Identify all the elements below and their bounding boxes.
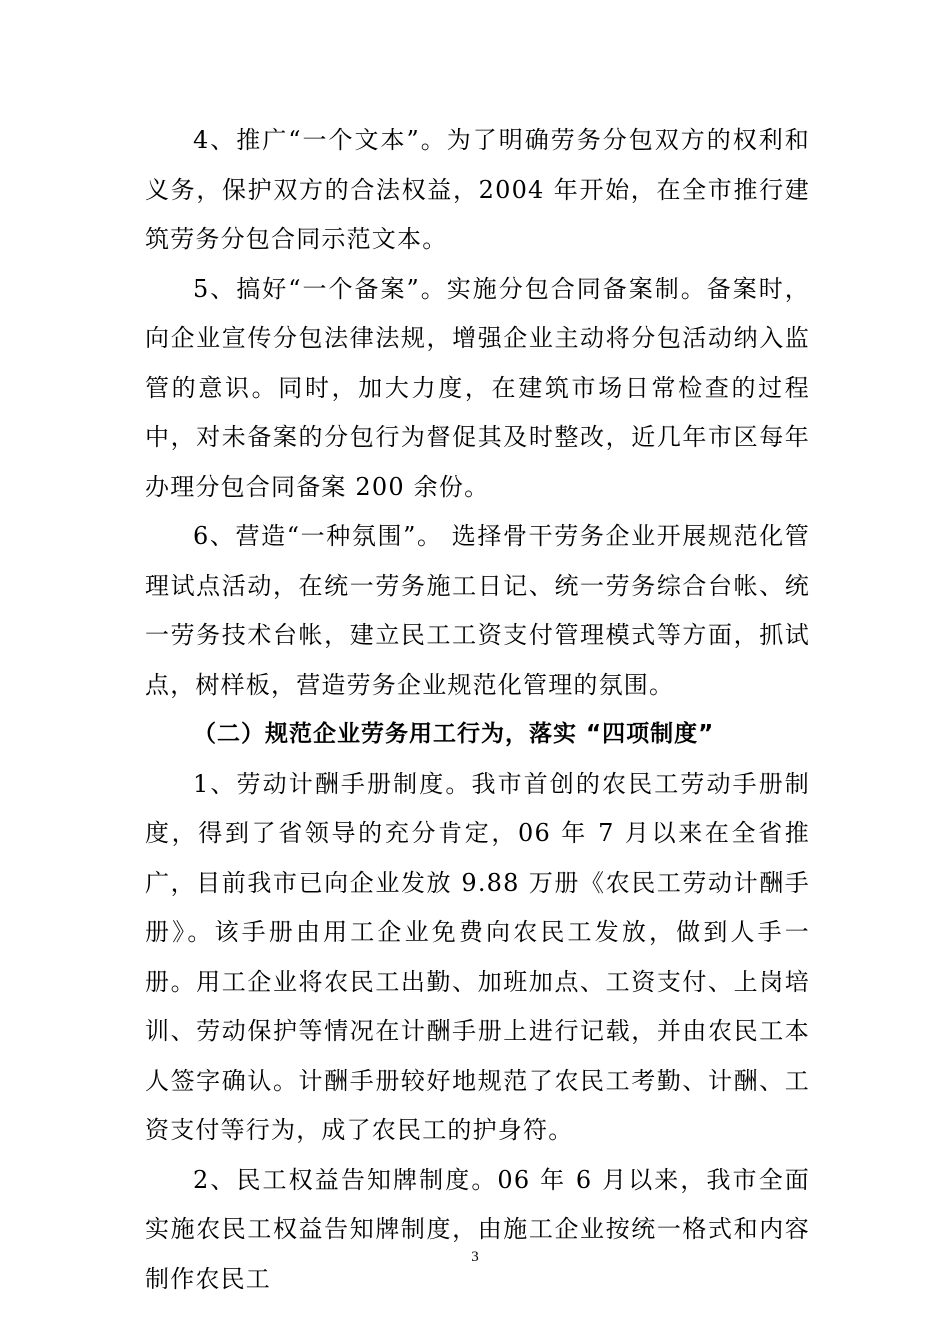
paragraph-rights-notice-board: 2、民工权益告知牌制度。06 年 6 月以来，我市全面实施农民工权益告知牌制度，由施工企业按统一格式和内容制作农民工 — [145, 1165, 810, 1293]
document-body — [145, 116, 810, 1304]
paragraph-promote-contract-template: 4、推广“一个文本”。为了明确劳务分包双方的权利和义务，保护双方的合法权益，2004 年开始，在全市推行建筑劳务分包合同示范文本。 — [145, 126, 810, 253]
paragraph-contract-filing: 5、搞好“一个备案”。实施分包合同备案制。备案时，向企业宣传分包法律法规，增强企业主动将分包活动纳入监管的意识。同时，加大力度，在建筑市场日常检查的过程中，对未备案的分包行为督促其及时整改，近几年市区每年办理分包合同备案 200 余份。 — [145, 274, 810, 501]
paragraph-management-atmosphere: 6、营造“一种氛围”。 选择骨干劳务企业开展规范化管理试点活动，在统一劳务施工日记、统一劳务综合台帐、统一劳务技术台帐，建立民工工资支付管理模式等方面，抓试点，树样板，营造劳务企业规范化管理的氛围。 — [145, 522, 810, 699]
section-heading: （二）规范企业劳务用工行为，落实 “四项制度” — [193, 721, 715, 747]
page-number: 3 — [471, 1249, 479, 1265]
paragraph-labor-pay-handbook: 1、劳动计酬手册制度。我市首创的农民工劳动手册制度，得到了省领导的充分肯定，06 年 7 月以来在全省推广，目前我市已向企业发放 9.88 万册《农民工劳动计酬手册》。该手册由用工企业免费向农民工发放，做到人手一册。用工企业将农民工出勤、加班加点、工资支付、上岗培训、劳动保护等情况在计酬手册上进行记载，并由农民工本人签字确认。计酬手册较好地规范了农民工考勤、计酬、工资支付等行为，成了农民工的护身符。 — [145, 769, 810, 1144]
